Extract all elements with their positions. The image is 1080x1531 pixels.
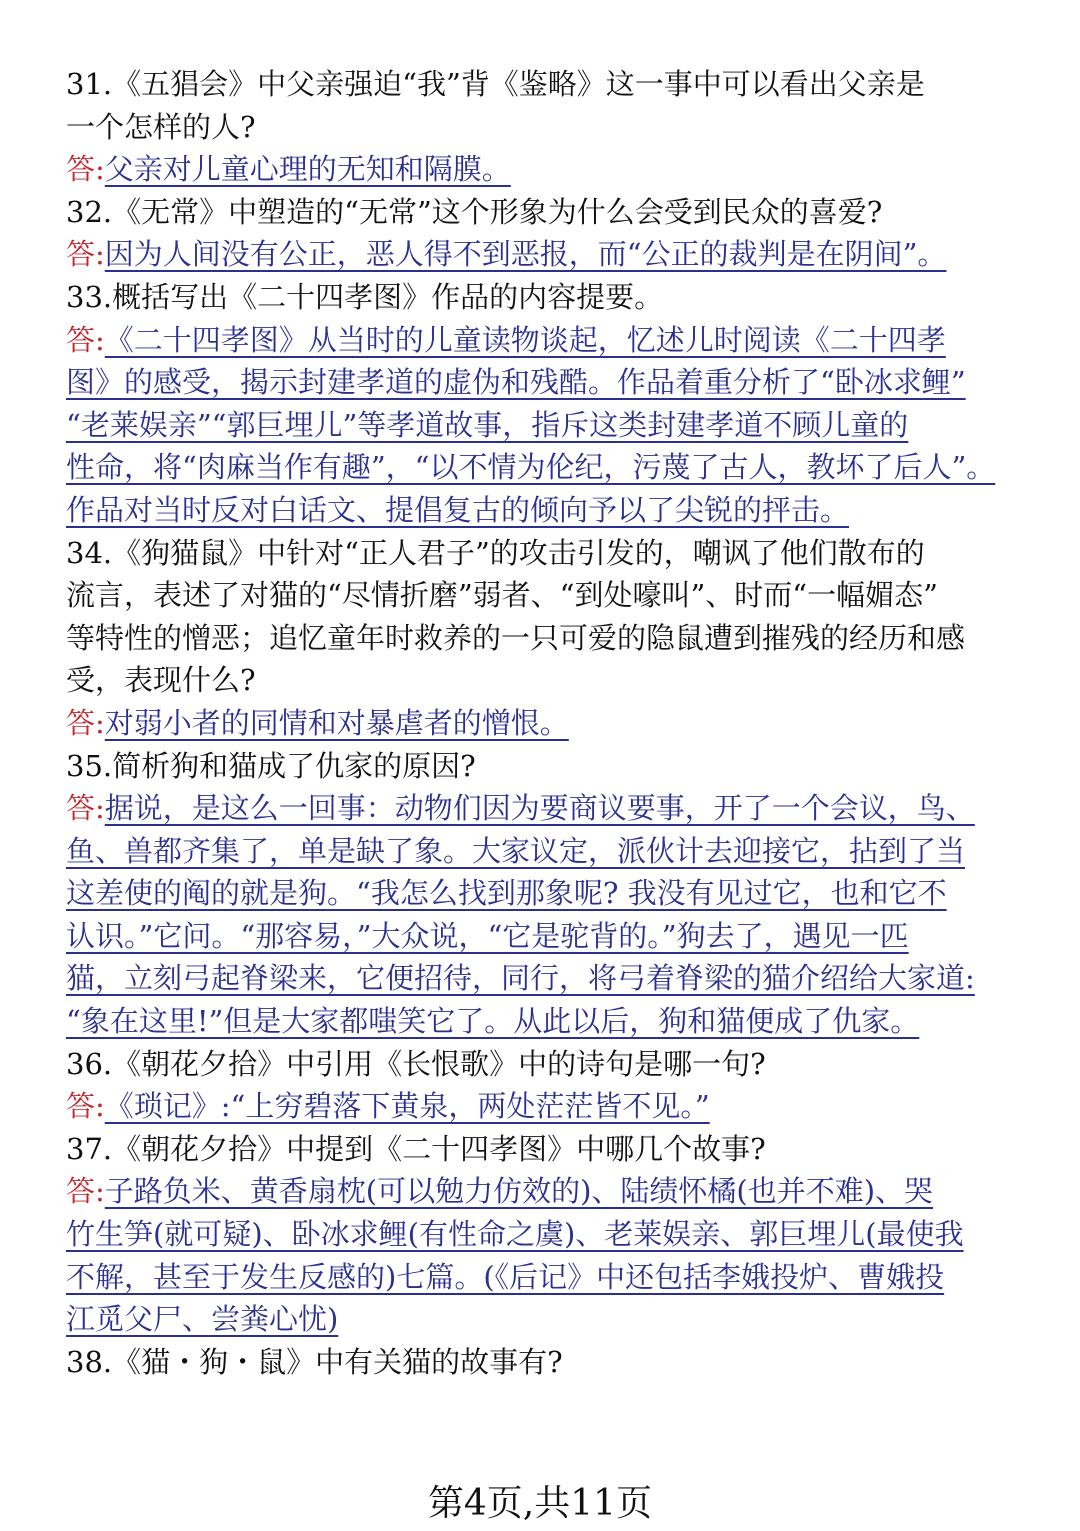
answer-35-line-3: 这差使的阄的就是狗。“我怎么找到那象呢? 我没有见过它，也和它不 xyxy=(66,876,947,911)
answer-35-line-1 xyxy=(66,787,1016,830)
page-footer: 第4页,共11页 xyxy=(427,1483,653,1524)
answer-label: 答: xyxy=(66,237,105,272)
answer-label: 答: xyxy=(66,705,105,740)
answer-37-line-1 xyxy=(66,1170,1016,1213)
answer-35-line-2: 鱼、兽都齐集了，单是缺了象。大家议定，派伙计去迎接它，拈到了当 xyxy=(66,833,966,868)
answer-label: 答: xyxy=(66,791,105,826)
qa-item-36 xyxy=(66,1043,1016,1128)
qa-item-33 xyxy=(66,276,1016,532)
answer-34-text: 对弱小者的同情和对暴虐者的憎恨。 xyxy=(104,705,569,740)
answer-31-text: 父亲对儿童心理的无知和隔膜。 xyxy=(104,152,511,187)
answer-37-line-3: 不解，甚至于发生反感的)七篇。(《后记》中还包括李娥投炉、曹娥投 xyxy=(66,1259,945,1294)
qa-item-37 xyxy=(66,1128,1016,1341)
answer-32-text: 因为人间没有公正，恶人得不到恶报，而“公正的裁判是在阴间”。 xyxy=(104,237,947,272)
question-34-line-3: 等特性的憎恶；追忆童年时救养的一只可爱的隐鼠遭到摧残的经历和感 xyxy=(66,620,966,655)
question-34-line-4: 受，表现什么? xyxy=(66,663,256,698)
answer-33-text: 《二十四孝图》从当时的儿童读物谈起，忆述儿时阅读《二十四孝 xyxy=(104,322,946,357)
question-31-line-2: 一个怎样的人? xyxy=(66,109,256,144)
answer-label: 答: xyxy=(66,322,105,357)
question-35-line-1: 35.简析狗和猫成了仇家的原因? xyxy=(66,748,476,783)
answer-label: 答: xyxy=(66,1089,105,1124)
answer-33-line-2: 图》的感受，揭示封建孝道的虚伪和残酷。作品着重分析了“卧冰求鲤” xyxy=(66,365,966,400)
qa-list xyxy=(66,63,1016,1383)
question-34-line-2: 流言，表述了对猫的“尽情折磨”弱者、“到处嚎叫”、时而“一幅媚态” xyxy=(66,578,938,613)
qa-item-32 xyxy=(66,191,1016,276)
question-32-line-1: 32.《无常》中塑造的“无常”这个形象为什么会受到民众的喜爱? xyxy=(66,194,883,229)
answer-34-line-1 xyxy=(66,702,1016,745)
answer-label: 答: xyxy=(66,152,105,187)
answer-33-line-4: 性命，将“肉麻当作有趣”，“以不情为伦纪，污蔑了古人，教坏了后人”。 xyxy=(66,450,996,485)
question-31-line-1: 31.《五猖会》中父亲强迫“我”背《鉴略》这一事中可以看出父亲是 xyxy=(66,67,925,101)
question-37-line-1: 37.《朝花夕拾》中提到《二十四孝图》中哪几个故事? xyxy=(66,1131,766,1166)
answer-37-text: 子路负米、黄香扇枕(可以勉力仿效的)、陆绩怀橘(也并不难)、哭 xyxy=(104,1174,934,1209)
answer-35-line-6: “象在这里!”但是大家都嗤笑它了。从此以后，狗和猫便成了仇家。 xyxy=(66,1004,920,1039)
qa-item-34 xyxy=(66,532,1016,745)
answer-label: 答: xyxy=(66,1174,105,1209)
answer-36-text: 《琐记》:“上穷碧落下黄泉，两处茫茫皆不见。” xyxy=(104,1089,710,1124)
qa-item-35 xyxy=(66,745,1016,1043)
answer-33-line-3: “老莱娱亲”“郭巨埋儿”等孝道故事，指斥这类封建孝道不顾儿童的 xyxy=(66,407,909,442)
answer-37-line-4: 江觅父尸、尝粪心忧) xyxy=(66,1302,339,1337)
qa-item-31 xyxy=(66,63,1016,191)
answer-35-line-5: 猫，立刻弓起脊梁来，它便招待，同行，将弓着脊梁的猫介绍给大家道: xyxy=(66,961,975,996)
question-33-line-1: 33.概括写出《二十四孝图》作品的内容提要。 xyxy=(66,279,664,314)
answer-36-line-1 xyxy=(66,1085,1016,1128)
answer-33-line-5: 作品对当时反对白话文、提倡复古的倾向予以了尖锐的抨击。 xyxy=(66,492,850,527)
answer-35-text: 据说，是这么一回事：动物们因为要商议要事，开了一个会议，鸟、 xyxy=(104,791,975,826)
answer-33-line-1 xyxy=(66,319,1016,362)
answer-35-line-4: 认识。”它问。“那容易，”大众说，“它是驼背的。”狗去了，遇见一匹 xyxy=(66,918,909,953)
question-36-line-1: 36.《朝花夕拾》中引用《长恨歌》中的诗句是哪一句? xyxy=(66,1046,766,1081)
answer-31-line-1 xyxy=(66,148,1016,191)
answer-37-line-2: 竹生笋(就可疑)、卧冰求鲤(有性命之虞)、老莱娱亲、郭巨埋儿(最使我 xyxy=(66,1217,964,1252)
question-34-line-1: 34.《狗猫鼠》中针对“正人君子”的攻击引发的，嘲讽了他们散布的 xyxy=(66,535,925,570)
question-38-line-1: 38.《猫・狗・鼠》中有关猫的故事有? xyxy=(66,1344,563,1379)
qa-item-38 xyxy=(66,1341,1016,1384)
answer-32-line-1 xyxy=(66,233,1016,276)
